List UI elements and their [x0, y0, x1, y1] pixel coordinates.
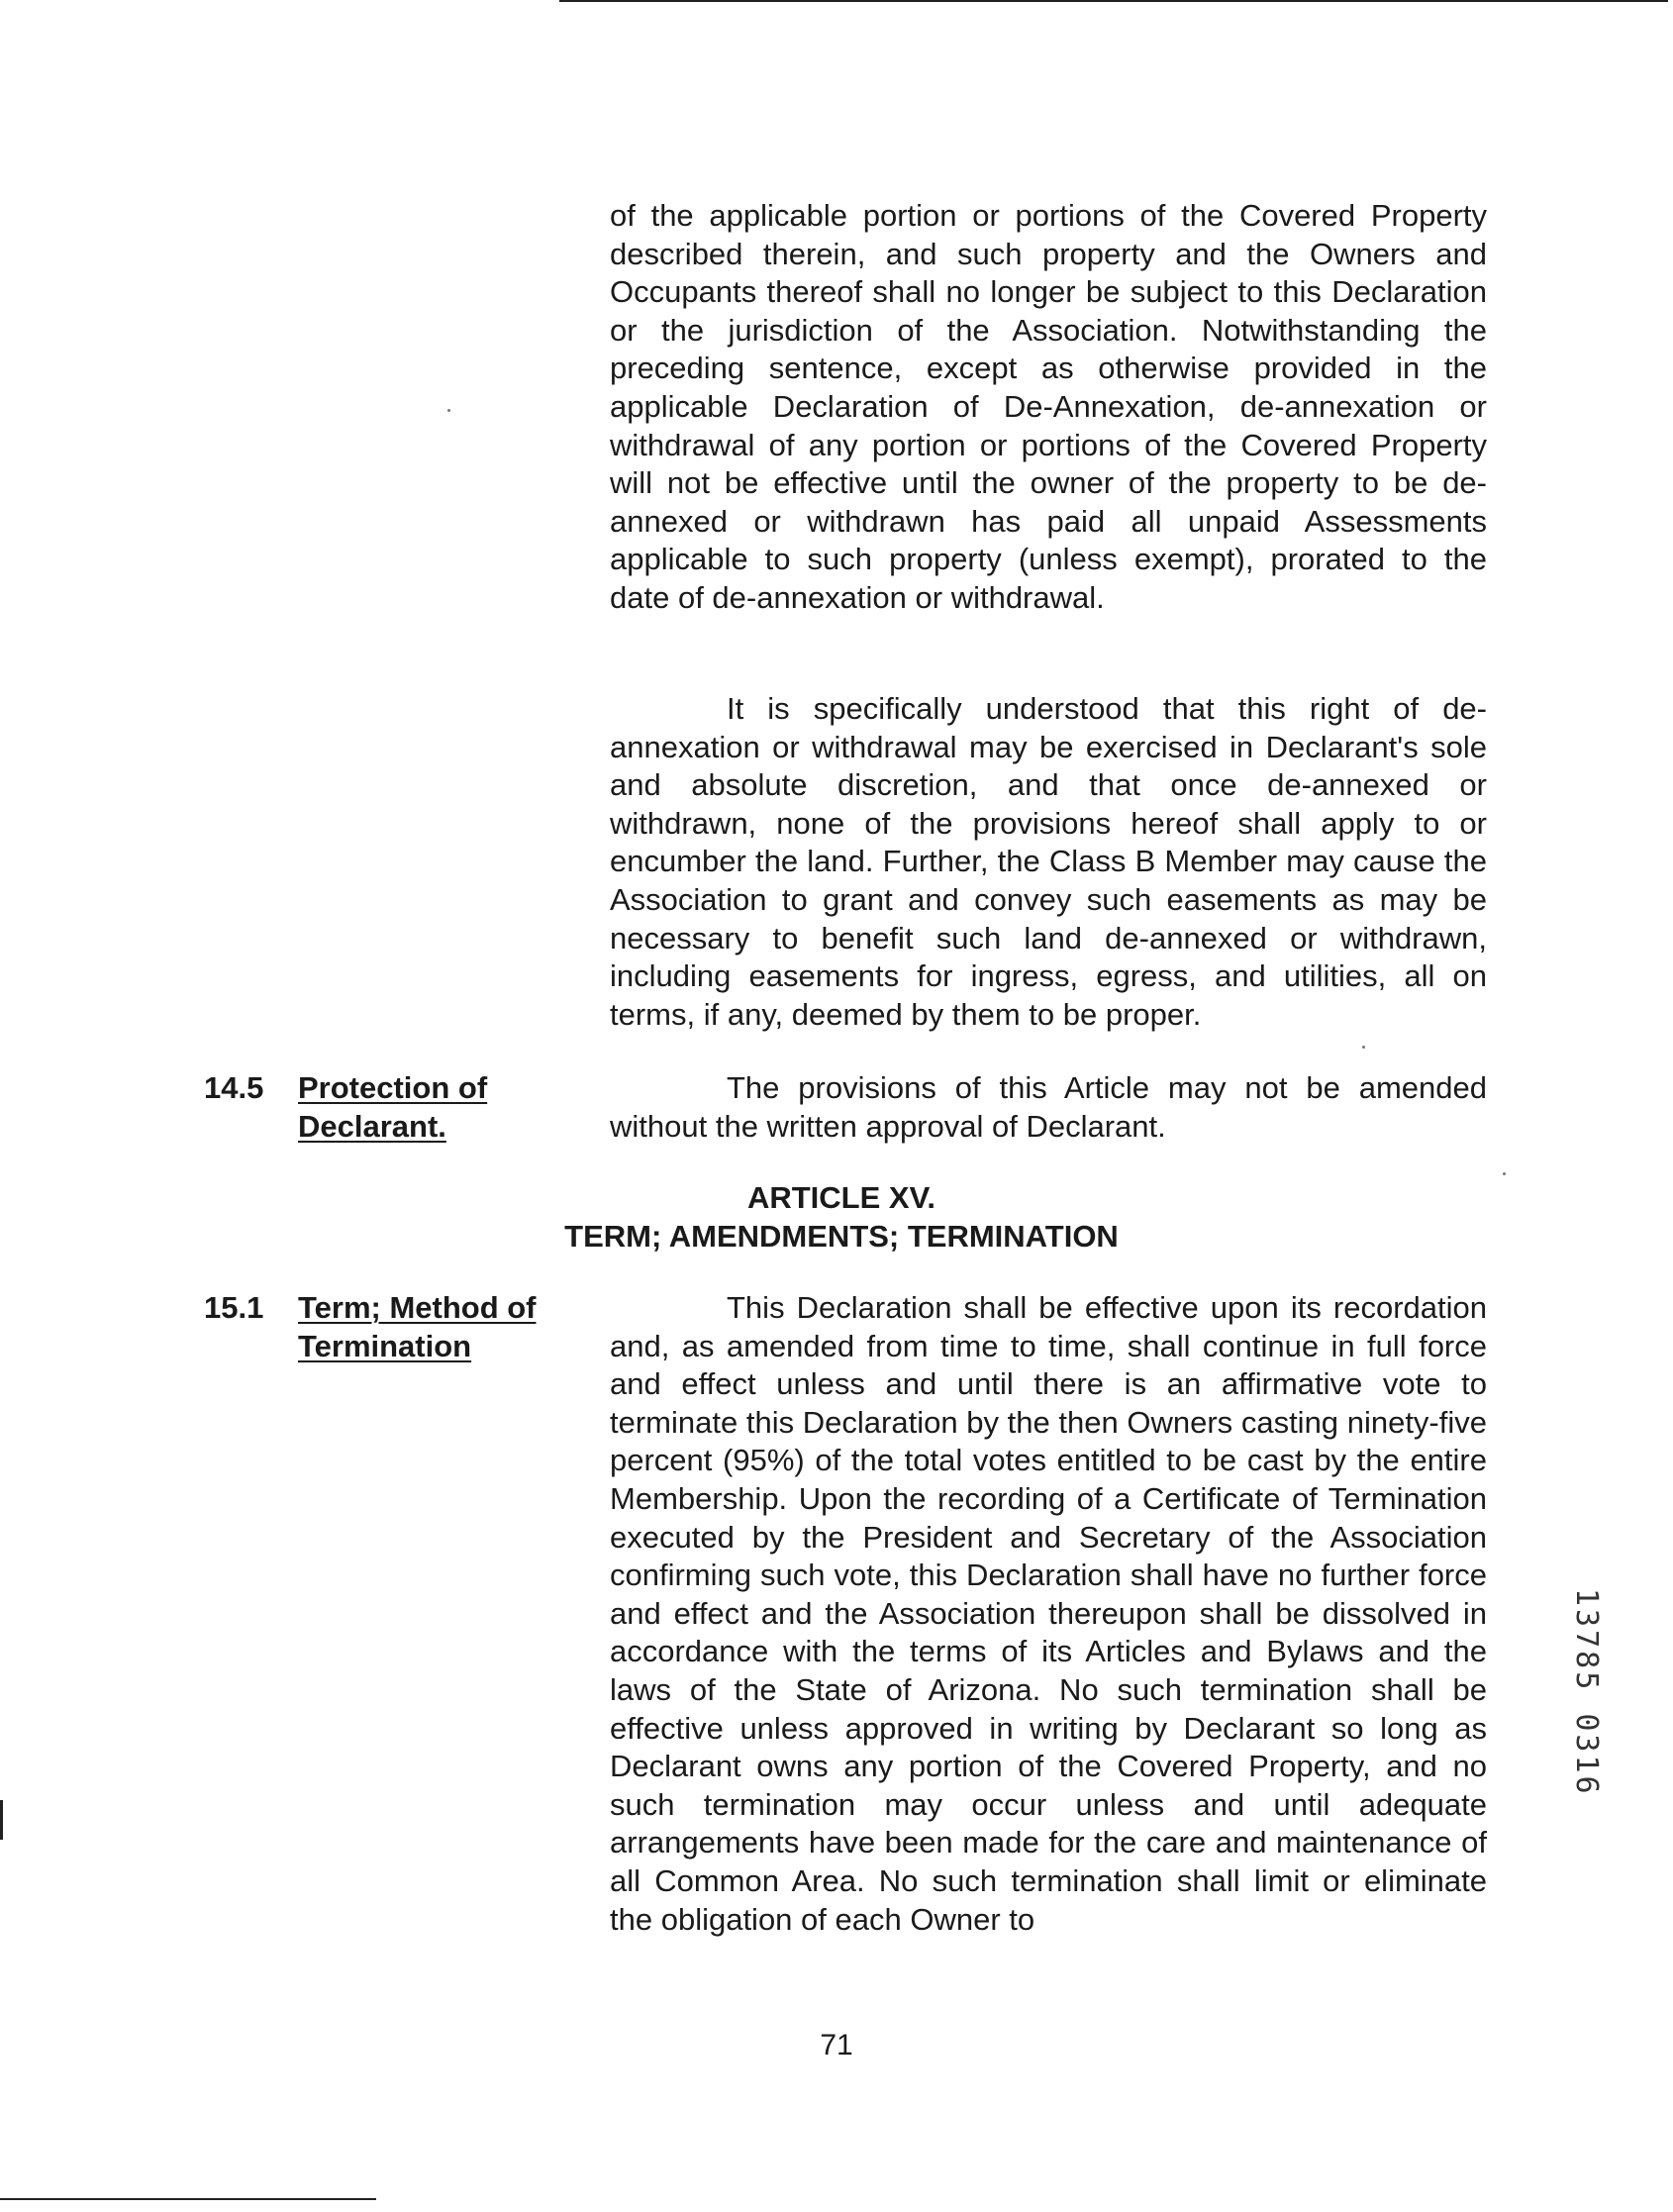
scan-speck	[447, 409, 450, 412]
scan-top-rule	[559, 0, 1668, 2]
section-number: 15.1	[204, 1290, 264, 1325]
section-heading	[298, 1069, 575, 1146]
scan-speck	[1503, 1172, 1506, 1175]
scan-edge-mark	[0, 1800, 3, 1840]
recording-stamp-text: 13785 0316	[1569, 1588, 1604, 1797]
article-title: TERM; AMENDMENTS; TERMINATION	[564, 1219, 1119, 1254]
deannexation-paragraph: It is specifically understood that this right of de-annexation or withdrawal may be exercised in Declarant's sole and absolute discretion, and that once de-annexed or withdrawn, none of the provisions hereof shall apply to or encumber the land. Further, the Class B Member may cause the Association to grant and convey such easements as may be necessary to benefit such land de-annexed or withdrawn, including easements for ingress, egress, and utilities, all on terms, if any, deemed by them to be proper.	[610, 691, 1487, 1032]
section-body: This Declaration shall be effective upon its recordation and, as amended from time to time, shall continue in full force and effect unless and until there is an affirmative vote to terminate this Declaration by the then Owners casting ninety-five percent (95%) of the total votes entitled to be cast by the entire Membership. Upon the recording of a Certificate of Termination executed by the President and Secretary of the Association confirming such vote, this Declaration shall have no further force and effect and the Association thereupon shall be dissolved in accordance with the terms of its Articles and Bylaws and the laws of the State of Arizona. No such termination shall be effective unless approved in writing by Declarant so long as Declarant owns any portion of the Covered Property, and no such termination may occur unless and until adequate arrangements have been made for the care and maintenance of all Common Area. No such termination shall limit or eliminate the obligation of each Owner to	[610, 1290, 1487, 1937]
section-heading-line: Termination	[298, 1328, 472, 1363]
section-heading	[298, 1289, 575, 1365]
scan-speck	[1362, 1046, 1365, 1049]
section-number: 14.5	[204, 1070, 264, 1105]
section-heading-line: Declarant.	[298, 1108, 446, 1144]
section-heading-line: Protection of	[298, 1070, 488, 1105]
article-number: ARTICLE XV.	[746, 1180, 936, 1215]
section-body: The provisions of this Article may not be amended without the written approval of Declarant.	[610, 1070, 1487, 1144]
scan-corner-rule	[0, 2198, 376, 2200]
continuation-paragraph: of the applicable portion or portions of the Covered Property described therein, and such property and the Owners and Occupants thereof shall no longer be subject to this Declaration or the jurisdiction of the Association. Notwithstanding the preceding sentence, except as otherwise provided in the applicable Declaration of De-Annexation, de-annexation or withdrawal of any portion or portions of the Covered Property will not be effective until the owner of the property to be de-annexed or withdrawn has paid all unpaid Assessments applicable to such property (unless exempt), prorated to the date of de-annexation or withdrawal.	[610, 198, 1487, 615]
page-number: 71	[820, 2029, 853, 2061]
recording-stamp	[1569, 1588, 1624, 1846]
section-heading-line: Term; Method of	[298, 1290, 537, 1325]
